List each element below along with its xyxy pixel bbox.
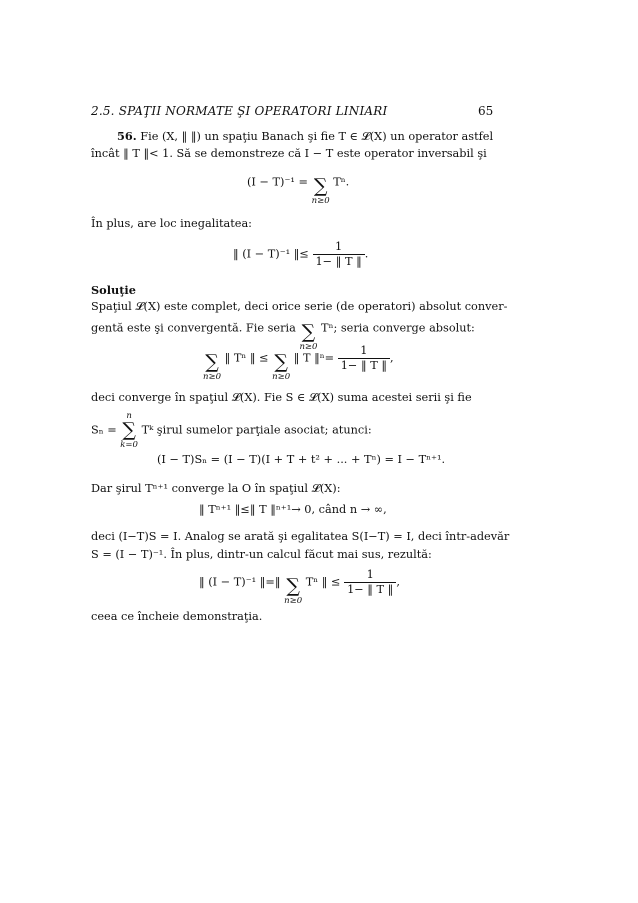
equation-2-end: . [364, 247, 369, 261]
problem-number: 56. [117, 129, 137, 143]
equation-1-rhs: Tⁿ. [333, 175, 350, 189]
sum-index: n≥0 [203, 372, 222, 382]
equation-5: ‖ Tⁿ⁺¹ ‖≤‖ T ‖ⁿ⁺¹→ 0, când n → ∞, [199, 503, 387, 516]
equation-2-lhs: ‖ (I − T)⁻¹ ‖≤ [233, 247, 309, 261]
fraction-numerator: 1 [344, 568, 396, 583]
fraction-numerator: 1 [313, 240, 365, 255]
sum-upper-limit: n [126, 411, 132, 421]
solution-line-6: deci (I−T)S = I. Analog se arată şi egalitatea S(I−T) = I, deci într-adevăr [91, 530, 510, 543]
equation-3-part-a: ‖ Tⁿ ‖ ≤ [224, 351, 269, 365]
closing-line: ceea ce încheie demonstraţia. [91, 610, 263, 623]
running-header: 2.5. SPAŢII NORMATE ŞI OPERATORI LINIARI [91, 104, 388, 118]
solution-line-5: Dar şirul Tⁿ⁺¹ converge la O în spaţiul 𝓛(X): [91, 482, 341, 495]
sum-index: n≥0 [311, 196, 330, 206]
fraction [344, 568, 396, 597]
solution-line-2a: gentă este şi convergentă. Fie seria [91, 321, 296, 335]
partial-sum-rest: Tᵏ şirul sumelor parţiale asociat; atunci: [141, 423, 372, 437]
equation-3 [203, 344, 394, 382]
fraction-numerator: 1 [338, 344, 390, 359]
fraction [338, 344, 390, 373]
sum-index: n≥0 [272, 372, 291, 382]
sum-symbol: ∑ n≥0 [284, 575, 303, 606]
solution-line-7: S = (I − T)⁻¹. În plus, dintr-un calcul făcut mai sus, rezultă: [91, 548, 432, 561]
equation-6-mid: Tⁿ ‖ ≤ [305, 575, 341, 589]
solution-line-2b: Tⁿ; seria converge absolut: [321, 321, 475, 335]
equation-3-end: , [390, 351, 394, 365]
sum-symbol: n ∑ k=0 [120, 411, 138, 450]
problem-text-1: Fie (X, ‖ ‖) un spaţiu Banach şi fie T ∈ 𝓛(X) un operator astfel [140, 130, 494, 143]
problem-line-3: În plus, are loc inegalitatea: [91, 217, 252, 230]
equation-6 [199, 568, 400, 606]
fraction-denominator: 1− ‖ T ‖ [347, 583, 394, 596]
equation-1 [247, 168, 350, 206]
fraction-denominator: 1− ‖ T ‖ [340, 359, 388, 372]
equation-2 [233, 240, 368, 269]
solution-line-4 [91, 411, 508, 450]
sum-symbol: ∑ n≥0 [272, 351, 291, 382]
solution-line-2 [91, 314, 508, 352]
fraction-denominator: 1− ‖ T ‖ [315, 255, 362, 268]
equation-1-lhs: (I − T)⁻¹ = [247, 175, 309, 189]
solution-line-3: deci converge în spaţiul 𝓛(X). Fie S ∈ 𝓛(X) suma acestei serii şi fie [91, 391, 472, 404]
problem-line-2: încât ‖ T ‖< 1. Să se demonstreze că I − T este operator inversabil şi [91, 147, 487, 160]
solution-line-1: Spaţiul 𝓛(X) este complet, deci orice serie (de operatori) absolut conver- [91, 300, 508, 313]
equation-6-end: , [396, 575, 400, 589]
partial-sum-lhs: Sₙ = [91, 423, 117, 437]
sum-lower-limit: k=0 [120, 440, 138, 450]
equation-4: (I − T)Sₙ = (I − T)(I + T + t² + ... + Tⁿ) = I − Tⁿ⁺¹. [157, 453, 446, 466]
solution-title: Soluţie [91, 283, 136, 297]
sum-index: n≥0 [299, 342, 318, 352]
sum-symbol: ∑ n≥0 [311, 175, 330, 206]
equation-3-part-b: ‖ T ‖ⁿ= [293, 351, 335, 365]
equation-6-lhs: ‖ (I − T)⁻¹ ‖=‖ [199, 575, 281, 589]
fraction [313, 240, 365, 269]
page-number: 65 [478, 104, 494, 118]
sum-symbol: ∑ n≥0 [203, 351, 222, 382]
sum-index: n≥0 [284, 596, 303, 606]
sum-symbol: ∑ n≥0 [299, 321, 318, 352]
problem-line-1 [91, 127, 508, 146]
